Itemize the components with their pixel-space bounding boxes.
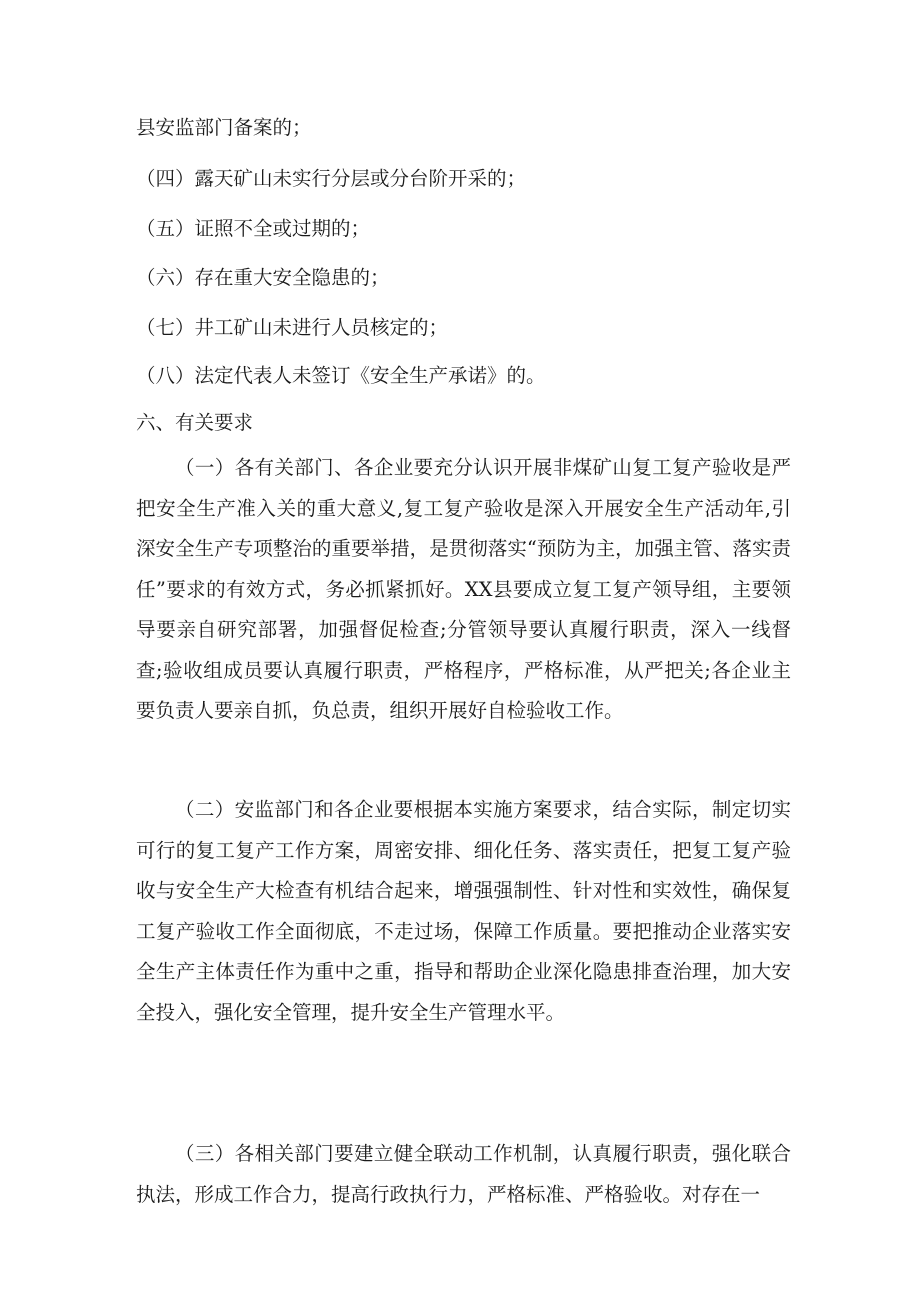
list-item-5: （五）证照不全或过期的； (136, 217, 371, 240)
paragraph-1: （一）各有关部门、各企业要充分认识开展非煤矿山复工复产验收是严把安全生产准入关的重大意义,复工复产验收是深入开展安全生产活动年,引深安全生产专项整治的重要举措，是贯彻落实“预防为主，加强主管、落实责任”要求的有效方式，务必抓紧抓好。XX县要成立复工复产领导组，主要领导要亲自研究部署，加强督促检查;分管领导要认真履行职责，深入一线督查;验收组成员要认真履行职责，严格程序，严格标准，从严把关;各企业主要负责人要亲自抓，负总责，组织开展好自检验收工作。 (136, 456, 791, 722)
list-item-continuation: 县安监部门备案的； (136, 116, 312, 139)
paragraph-2: （二）安监部门和各企业要根据本实施方案要求，结合实际，制定切实可行的复工复产工作方案，周密安排、细化任务、落实责任，把复工复产验收与安全生产大检查有机结合起来，增强强制性、针对性和实效性，确保复工复产验收工作全面彻底，不走过场，保障工作质量。要把推动企业落实安全生产主体责任作为重中之重，指导和帮助企业深化隐患排查治理，加大安全投入，强化安全管理，提升安全生产管理水平。 (136, 798, 791, 1024)
list-item-8: （八）法定代表人未签订《安全生产承诺》的。 (136, 364, 546, 387)
list-item-4: （四）露天矿山未实行分层或分台阶开采的； (136, 167, 527, 190)
paragraph-3: （三）各相关部门要建立健全联动工作机制，认真履行职责，强化联合执法，形成工作合力，提高行政执行力，严格标准、严格验收。对存在一 (136, 1142, 791, 1206)
list-item-6: （六）存在重大安全隐患的； (136, 266, 390, 289)
section-heading: 六、有关要求 (136, 411, 254, 434)
list-item-7: （七）井工矿山未进行人员核定的； (136, 316, 449, 339)
